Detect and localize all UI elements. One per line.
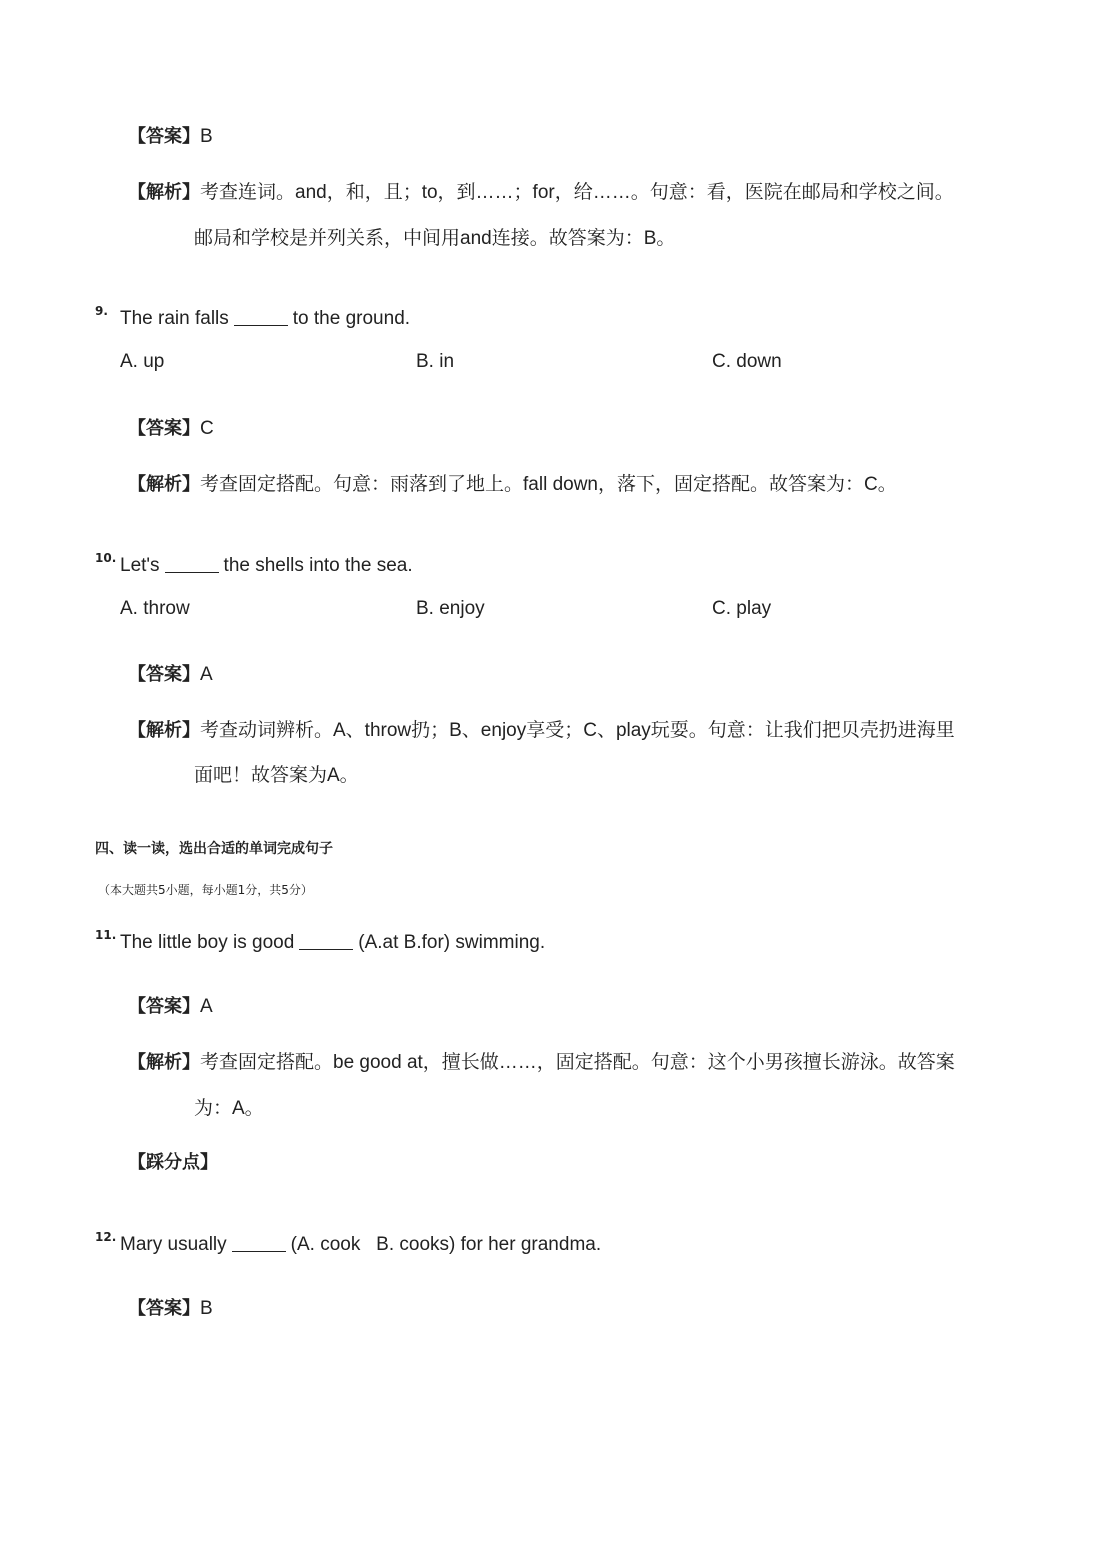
- q10-stem-before: Let's: [120, 555, 160, 576]
- q8-answer: [128, 122, 213, 148]
- q11-number: 11.: [95, 928, 117, 942]
- q9-option-b: B. in: [416, 351, 455, 372]
- q9-stem: [120, 305, 410, 330]
- q10-explanation-line2: 面吧！故答案为A。: [194, 765, 359, 786]
- answer-tag: 【答案】: [128, 126, 200, 147]
- q11-explanation-line1: 考查固定搭配。be good at，擅长做……，固定搭配。句意：这个小男孩擅长游泳。故答案: [200, 1052, 955, 1073]
- q9-option-c: C. down: [712, 351, 782, 372]
- q12-answer-value: B: [200, 1298, 213, 1319]
- q8-explanation: [128, 177, 954, 204]
- q11-explanation: [128, 1047, 955, 1074]
- q10-number: 10.: [95, 551, 117, 565]
- q10-explanation-line1: 考查动词辨析。A、throw扔；B、enjoy享受；C、play玩耍。句意：让我们把贝壳扔进海里: [200, 720, 955, 741]
- q10-stem-after: the shells into the sea.: [223, 555, 413, 576]
- explain-tag: 【解析】: [128, 1052, 200, 1073]
- q9-stem-after: to the ground.: [292, 308, 411, 329]
- q12-number: 12.: [95, 1230, 117, 1244]
- q11-score-points: [128, 1148, 218, 1174]
- section-title: 四、读一读，选出合适的单词完成句子: [95, 841, 333, 857]
- q11-explanation-line2: 为：A。: [194, 1098, 264, 1119]
- section-note: （本大题共5小题，每小题1分，共5分）: [98, 883, 313, 897]
- q11-stem: [120, 929, 545, 954]
- explain-tag: 【解析】: [128, 720, 200, 741]
- q12-stem-before: Mary usually: [120, 1234, 227, 1255]
- q11-stem-after: (A.at B.for) swimming.: [358, 932, 546, 953]
- answer-tag: 【答案】: [128, 418, 200, 439]
- q10-answer: [128, 660, 213, 686]
- q10-option-b: B. enjoy: [416, 598, 485, 619]
- answer-blank: [299, 929, 353, 950]
- q9-stem-before: The rain falls: [120, 308, 229, 329]
- q8-answer-value: B: [200, 126, 213, 147]
- q9-number: 9.: [95, 304, 108, 318]
- q9-answer: [128, 414, 214, 440]
- q10-answer-value: A: [200, 664, 213, 685]
- q9-answer-value: C: [200, 418, 214, 439]
- q11-answer-value: A: [200, 996, 213, 1017]
- q10-option-a: A. throw: [120, 598, 190, 619]
- q8-explanation-line2: 邮局和学校是并列关系，中间用and连接。故答案为：B。: [194, 228, 676, 249]
- q12-answer: [128, 1294, 213, 1320]
- answer-tag: 【答案】: [128, 1298, 200, 1319]
- answer-tag: 【答案】: [128, 664, 200, 685]
- explain-tag: 【解析】: [128, 474, 200, 495]
- q12-stem: [120, 1231, 601, 1256]
- q10-option-c: C. play: [712, 598, 772, 619]
- q12-stem-after: (A. cook B. cooks) for her grandma.: [290, 1234, 602, 1255]
- q10-explanation: [128, 715, 955, 742]
- answer-blank: [232, 1231, 286, 1252]
- q10-stem: [120, 552, 413, 577]
- q9-explanation-line1: 考查固定搭配。句意：雨落到了地上。fall down，落下，固定搭配。故答案为：C。: [200, 474, 897, 495]
- explain-tag: 【解析】: [128, 182, 200, 203]
- q9-option-a: A. up: [120, 351, 165, 372]
- q11-stem-before: The little boy is good: [120, 932, 295, 953]
- q11-answer: [128, 992, 213, 1018]
- q9-explanation: [128, 469, 897, 496]
- score-tag: 【踩分点】: [128, 1152, 218, 1173]
- q8-explanation-line1: 考查连词。and，和，且；to，到……；for，给……。句意：看，医院在邮局和学校之间。: [200, 182, 954, 203]
- answer-blank: [234, 305, 288, 326]
- answer-blank: [165, 552, 219, 573]
- answer-tag: 【答案】: [128, 996, 200, 1017]
